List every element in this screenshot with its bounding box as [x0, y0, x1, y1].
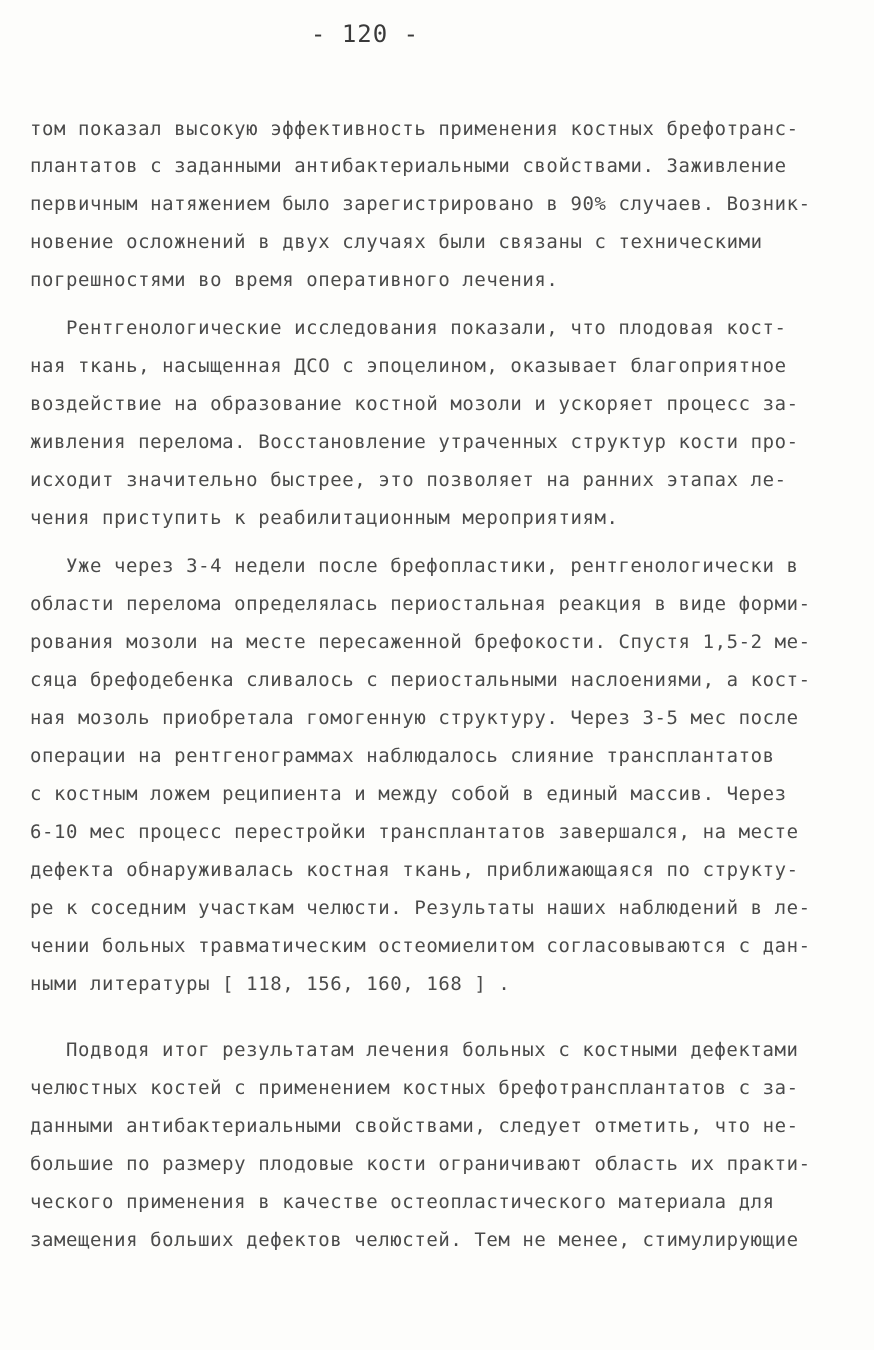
text-line: первичным натяжением было зарегистрировано в 90% случаев. Возник- [30, 193, 811, 215]
text-line: воздействие на образование костной мозоли и ускоряет процесс за- [30, 393, 799, 415]
text-line: ре к соседним участкам челюсти. Результаты наших наблюдений в ле- [30, 897, 811, 919]
text-line: данными антибактериальными свойствами, следует отметить, что не- [30, 1115, 799, 1137]
page-number: - 120 - [310, 20, 420, 48]
text-line: операции на рентгенограммах наблюдалось слияние трансплантатов [30, 745, 775, 767]
text-line: сяца брефодебенка сливалось с периостальными наслоениями, а кост- [30, 669, 811, 691]
text-line: плантатов с заданными антибактериальными свойствами. Заживление [30, 155, 787, 177]
text-line: Уже через 3-4 недели после брефопластики, рентгенологически в [66, 555, 799, 577]
text-line: живления перелома. Восстановление утраченных структур кости про- [30, 431, 799, 453]
text-line: рования мозоли на месте пересаженной брефокости. Спустя 1,5-2 ме- [30, 631, 811, 653]
text-line: погрешностями во время оперативного лечения. [30, 269, 559, 291]
text-line: ческого применения в качестве остеопластического материала для [30, 1191, 775, 1213]
text-line: челюстных костей с применением костных брефотрансплантатов с за- [30, 1077, 799, 1099]
text-line: ными литературы [ 118, 156, 160, 168 ] . [30, 973, 511, 995]
text-line: новение осложнений в двух случаях были связаны с техническими [30, 231, 763, 253]
text-line: Подводя итог результатам лечения больных с костными дефектами [66, 1039, 799, 1061]
text-line: Рентгенологические исследования показали, что плодовая кост- [66, 317, 787, 339]
text-line: ная мозоль приобретала гомогенную структуру. Через 3-5 мес после [30, 707, 799, 729]
text-line: 6-10 мес процесс перестройки трансплантатов завершался, на месте [30, 821, 799, 843]
text-line: том показал высокую эффективность применения костных брефотранс- [30, 118, 799, 140]
text-line: дефекта обнаруживалась костная ткань, приближающаяся по структу- [30, 859, 799, 881]
text-line: ная ткань, насыщенная ДСО с эпоцелином, оказывает благоприятное [30, 355, 787, 377]
text-line: с костным ложем реципиента и между собой в единый массив. Через [30, 783, 787, 805]
text-line: исходит значительно быстрее, это позволяет на ранних этапах ле- [30, 469, 787, 491]
text-line: чении больных травматическим остеомиелитом согласовываются с дан- [30, 935, 811, 957]
text-line: большие по размеру плодовые кости ограничивают область их практи- [30, 1153, 811, 1175]
text-line: замещения больших дефектов челюстей. Тем не менее, стимулирующие [30, 1229, 799, 1251]
text-line: чения приступить к реабилитационным мероприятиям. [30, 507, 619, 529]
text-line: области перелома определялась периостальная реакция в виде форми- [30, 593, 811, 615]
